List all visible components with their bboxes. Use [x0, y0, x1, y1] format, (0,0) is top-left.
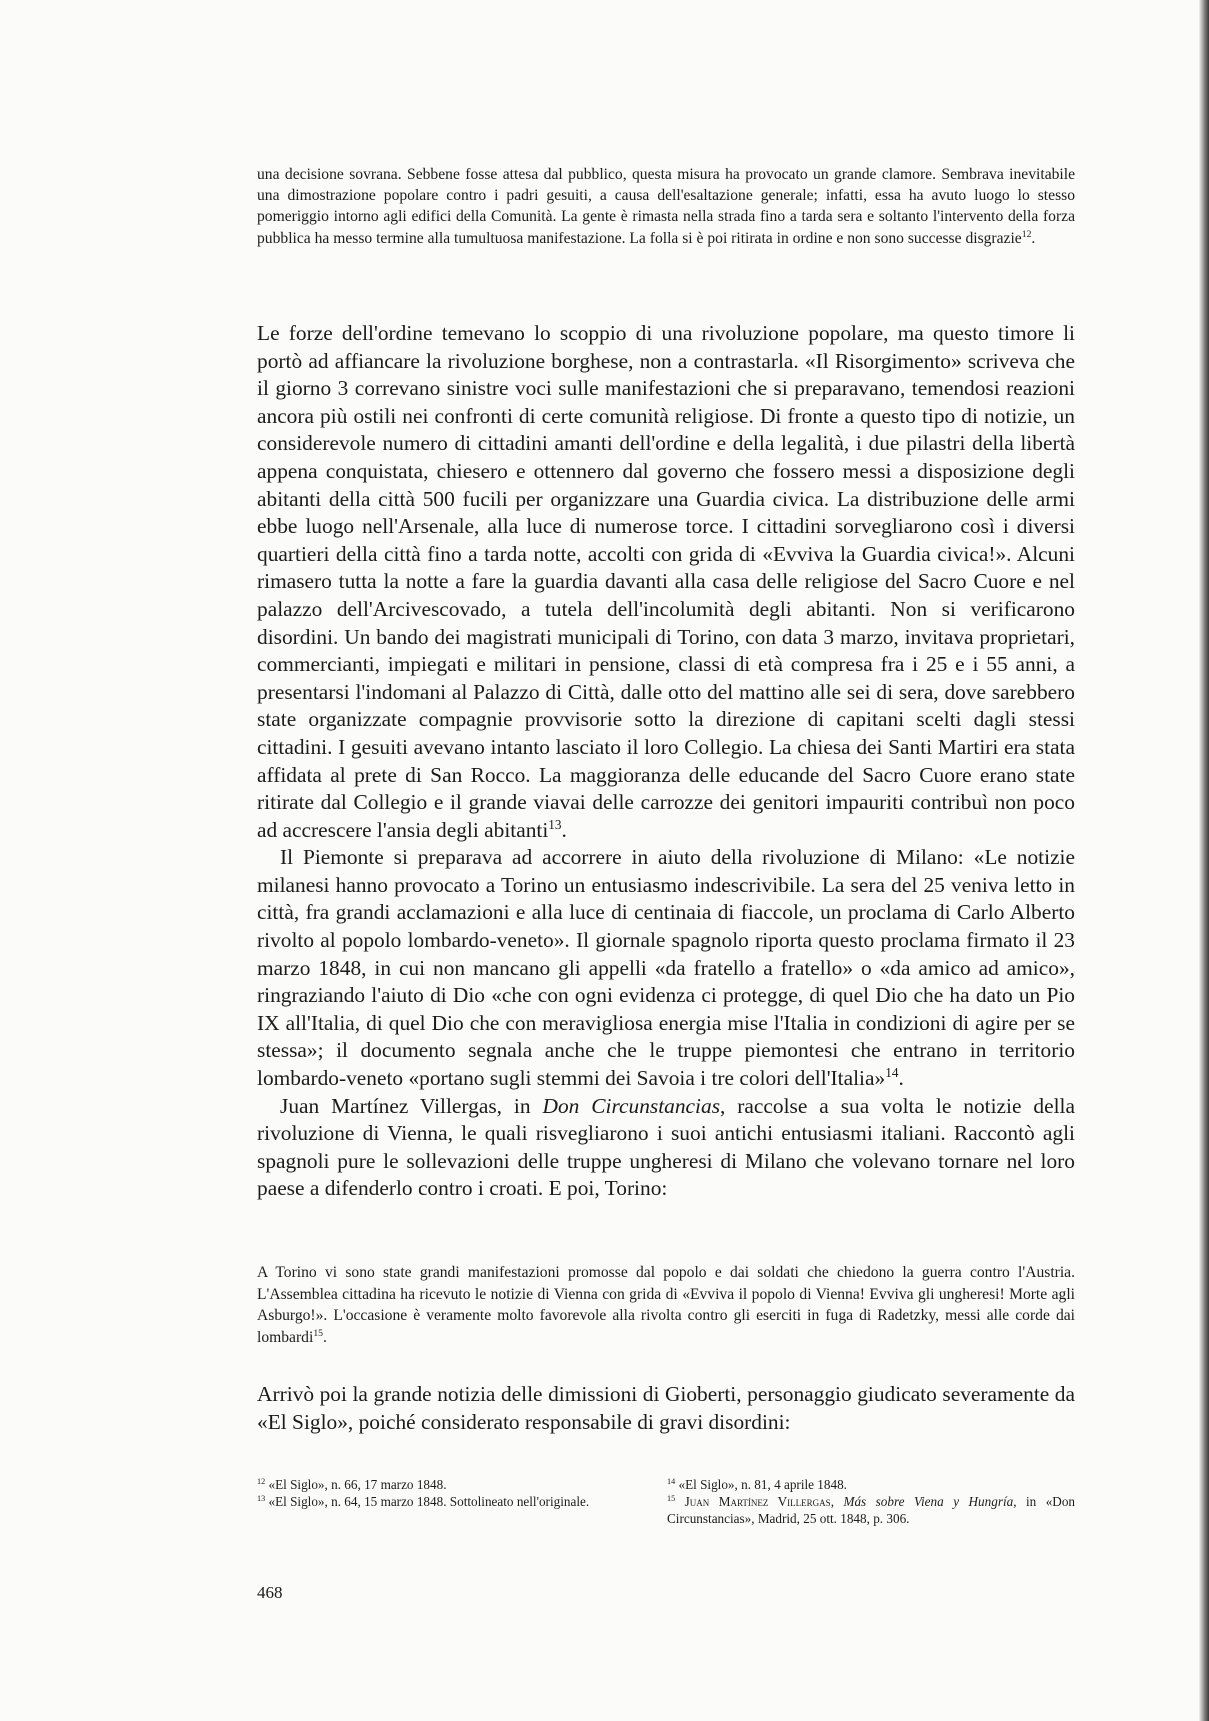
paragraph-3 — [257, 1093, 1075, 1203]
work-title: Don Circunstancias — [542, 1093, 721, 1118]
paragraph-text: , raccolse a sua volta le notizie della rivoluzione di Vienna, le quali risvegliarono i suoi antichi entusiasmi italiani. Raccontò agli spagnoli pure le sollevazioni delle truppe ungheresi di Milano che volevano tornare nel loro paese a difenderlo contro i croati. E poi, Torino: — [257, 1093, 1075, 1201]
quote-text: una decisione sovrana. Sebbene fosse attesa dal pubblico, questa misura ha provocato un grande clamore. Sembrava inevitabile una dimostrazione popolare contro i padri gesuiti, a causa dell'esaltazione generale; infatti, essa ha avuto luogo lo stesso pomeriggio intorno agli edifici della Comunità. La gente è rimasta nella strada fino a tarda sera e soltanto l'intervento della forza pubblica ha messo termine alla tumultuosa manifestazione. La folla si è poi ritirata in ordine e non sono successe disgrazie — [257, 166, 1075, 247]
quote-paragraph — [257, 1262, 1075, 1348]
main-text-continued — [257, 1381, 1075, 1436]
paragraph-end: . — [898, 1066, 904, 1091]
footnote-14 — [667, 1476, 1075, 1493]
footnote-text: , in «Don Circunstancias», Madrid, 25 ott. 1848, p. 306. — [667, 1494, 1076, 1526]
quote-text: A Torino vi sono state grandi manifestazioni promosse dal popolo e dai soldati che chiedono la guerra contro l'Austria. L'Assemblea cittadina ha ricevuto le notizie di Vienna con grida di «Evviva il popolo di Vienna! Evviva gli ungheresi! Morte agli Asburgo!». L'occasione è veramente molto favorevole alla rivolta contro gli eserciti in fuga di Radetzky, messi alle corde dai lombardi — [257, 1264, 1075, 1346]
quote-paragraph — [257, 164, 1075, 249]
footnote-work-title: Más sobre Viena y Hungría — [843, 1494, 1014, 1509]
footnote-text: «El Siglo», n. 66, 17 marzo 1848. — [265, 1477, 447, 1492]
footnotes-left-column — [257, 1476, 641, 1510]
paragraph-end: . — [561, 817, 567, 842]
paragraph-1 — [257, 320, 1075, 844]
footnote-separator: , — [830, 1494, 844, 1509]
paragraph-4: Arrivò poi la grande notizia delle dimissioni di Gioberti, personaggio giudicato severamente da «El Siglo», poiché considerato responsabile di gravi disordini: — [257, 1382, 1075, 1434]
footnote-number: 15 — [667, 1494, 676, 1504]
footnote-author: Juan Martínez Villergas — [675, 1494, 831, 1509]
footnote-number: 13 — [257, 1494, 266, 1504]
paragraph-text: Le forze dell'ordine temevano lo scoppio di una rivoluzione popolare, ma questo timore li portò ad affiancare la rivoluzione borghese, non a contrastarla. «Il Risorgimento» scriveva che il giorno 3 correvano sinistre voci sulle manifestazioni che si preparavano, temendosi reazioni ancora più ostili nei confronti di certe comunità religiose. Di fronte a questo tipo di notizie, un considerevole numero di cittadini amanti dell'ordine e della legalità, i due pilastri della libertà appena conquistata, chiesero e ottennero dal governo che fossero messi a disposizione degli abitanti della città 500 fucili per organizzare una Guardia civica. La distribuzione delle armi ebbe luogo nell'Arsenale, alla luce di numerose torce. I cittadini sorvegliarono così i diversi quartieri della città fino a tarda notte, accolti con grida di «Evviva la Guardia civica!». Alcuni rimasero tutta la notte a fare la guardia davanti alla casa delle religiose del Sacro Cuore e nel palazzo dell'Arcivescovado, a tutela dell'incolumità degli abitanti. Non si verificarono disordini. Un bando dei magistrati municipali di Torino, con data 3 marzo, invitava proprietari, commercianti, impiegati e militari in pensione, classi di età compresa fra i 25 e i 55 anni, a presentarsi l'indomani al Palazzo di Città, dalle otto del mattino alle sei di sera, dove sarebbero state organizzate compagnie provvisorie sotto la direzione di capitani scelti dagli stessi cittadini. I gesuiti avevano intanto lasciato il loro Collegio. La chiesa dei Santi Martiri era stata affidata al prete di San Rocco. La maggioranza delle educande del Sacro Cuore erano state ritirate dal Collegio e il grande viavai delle carrozze dei genitori impauriti contribuì non poco ad accrescere l'ansia degli abitanti — [257, 321, 1075, 842]
paragraph-text: Il Piemonte si preparava ad accorrere in aiuto della rivoluzione di Milano: «Le notizie milanesi hanno provocato a Torino un entusiasmo indescrivibile. La sera del 25 veniva letto in città, fra grandi acclamazioni e alla luce di centinaia di fiaccole, un proclama di Carlo Alberto rivolto al popolo lombardo-veneto». Il giornale spagnolo riporta questo proclama firmato il 23 marzo 1848, in cui non mancano gli appelli «da fratello a fratello» o «da amico ad amico», ringraziando l'aiuto di Dio «che con ogni evidenza ci protegge, di quel Dio che ha dato un Pio IX all'Italia, di quel Dio che con meravigliosa energia mise l'Italia in condizioni di agire per se stessa»; il documento segnala anche che le truppe piemontesi che entrano in territorio lombardo-veneto «portano sugli stemmi dei Savoia i tre colori dell'Italia» — [257, 845, 1075, 1091]
footnote-number: 14 — [667, 1477, 676, 1487]
footnote-ref-14[interactable]: 14 — [885, 1065, 899, 1081]
block-quote-1 — [257, 164, 1075, 249]
paragraph-text: Juan Martínez Villergas, in — [280, 1093, 543, 1118]
page-number: 468 — [257, 1583, 283, 1602]
footnote-15 — [667, 1493, 1075, 1527]
footnotes-right-column — [667, 1476, 1075, 1527]
footnote-number: 12 — [257, 1477, 266, 1487]
footnote-13 — [257, 1493, 641, 1510]
block-quote-2 — [257, 1262, 1075, 1348]
quote-end: . — [322, 1328, 327, 1346]
footnote-ref-13[interactable]: 13 — [548, 816, 562, 832]
footnote-ref-12[interactable]: 12 — [1021, 228, 1032, 240]
page-edge-shadow — [1199, 0, 1209, 1721]
footnote-ref-15[interactable]: 15 — [313, 1327, 323, 1339]
main-text — [257, 320, 1075, 1203]
footnote-text: «El Siglo», n. 64, 15 marzo 1848. Sottolineato nell'originale. — [265, 1494, 590, 1509]
quote-end: . — [1031, 229, 1036, 247]
footnote-12 — [257, 1476, 641, 1493]
footnote-text: «El Siglo», n. 81, 4 aprile 1848. — [675, 1477, 847, 1492]
paragraph-2 — [257, 844, 1075, 1092]
